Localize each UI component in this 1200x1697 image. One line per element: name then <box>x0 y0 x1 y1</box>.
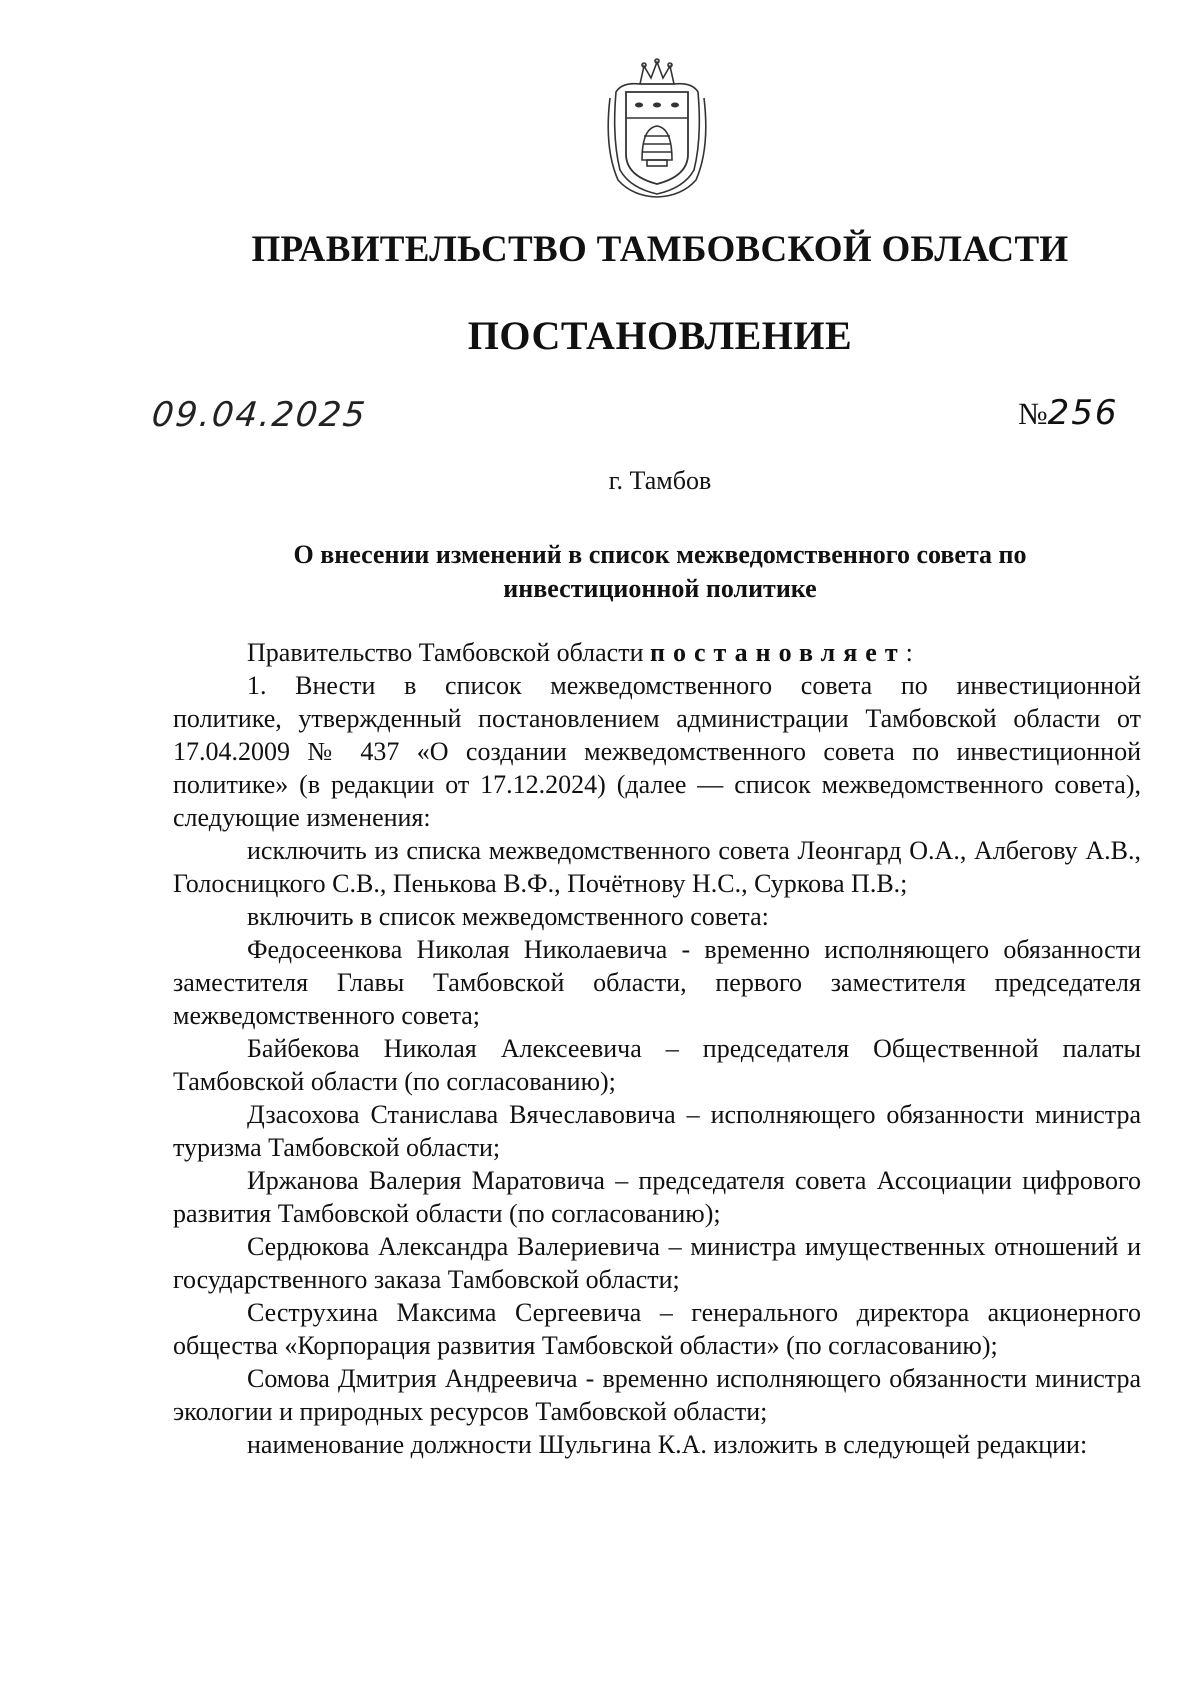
item-1-text: политике, утвержденный постановлением администрации Тамбовской области от 17.04.2009 № 437 «О создании межведомственного совета по инвестиционной политике» (в редакции от 17.12.2024) (далее — список межведомственного совета), следующие изменения: <box>173 704 1141 832</box>
document-type-title: ПОСТАНОВЛЕНИЕ <box>467 313 853 358</box>
preamble-colon: : <box>905 638 913 667</box>
include-intro: включить в список межведомственного совета: <box>247 902 769 931</box>
preamble-text: Правительство Тамбовской области <box>247 638 644 667</box>
member-item: Дзасохова Станислава Вячеславовича – исполняющего обязанности министра туризма Тамбовской области; <box>173 1100 1141 1162</box>
exclude-paragraph: исключить из списка межведомственного совета Леонгард О.А., Албегову А.В., Голосницкого С.В., Пенькова В.Ф., Почётнову Н.С., Суркова П.В.; <box>173 836 1141 898</box>
preamble <box>173 636 1141 669</box>
coat-of-arms-emblem <box>602 58 712 198</box>
organization-title: ПРАВИТЕЛЬСТВО ТАМБОВСКОЙ ОБЛАСТИ <box>251 229 1069 270</box>
document-number <box>1018 393 1118 433</box>
number-sign: № <box>1018 396 1048 431</box>
document-date: 09.04.2025 <box>149 395 369 435</box>
document-subject <box>240 538 1080 606</box>
document-body <box>173 636 1141 1461</box>
member-item: Сердюкова Александра Валериевича – министра имущественных отношений и государственного заказа Тамбовской области; <box>173 1232 1141 1294</box>
member-item: Федосеенкова Николая Николаевича - временно исполняющего обязанности заместителя Главы Тамбовской области, первого заместителя председателя межведомственного совета; <box>173 935 1141 1030</box>
subject-line-2: инвестиционной политике <box>503 574 817 603</box>
subject-line-1: О внесении изменений в список межведомственного совета по <box>293 540 1027 569</box>
member-item: Сомова Дмитрия Андреевича - временно исполняющего обязанности министра экологии и природных ресурсов Тамбовской области; <box>173 1364 1141 1426</box>
rename-paragraph: наименование должности Шульгина К.А. изложить в следующей редакции: <box>247 1430 1088 1459</box>
member-item: Байбекова Николая Алексеевича – председателя Общественной палаты Тамбовской области (по согласованию); <box>173 1034 1141 1096</box>
preamble-resolves: постановляет <box>650 638 906 667</box>
number-value: 256 <box>1047 393 1119 433</box>
city-line: г. Тамбов <box>608 466 712 495</box>
item-1-first-line: 1. Внести в список межведомственного совета по инвестиционной <box>247 671 1141 700</box>
member-item: Иржанова Валерия Маратовича – председателя совета Ассоциации цифрового развития Тамбовской области (по согласованию); <box>173 1166 1141 1228</box>
member-item: Сеструхина Максима Сергеевича – генерального директора акционерного общества «Корпорация развития Тамбовской области» (по согласованию); <box>173 1298 1141 1360</box>
